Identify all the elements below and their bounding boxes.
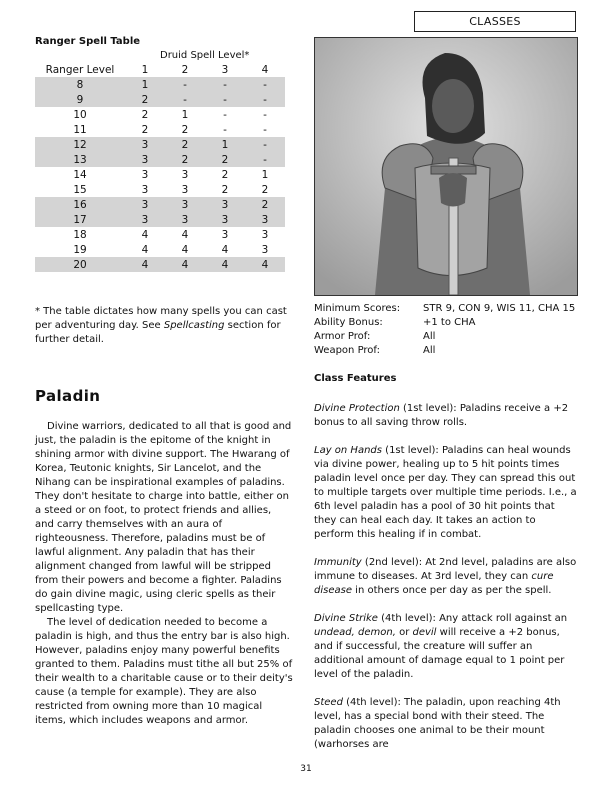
table-cell: 10 [73,108,87,121]
column-header: 1 [141,64,149,76]
table-cell: 2 [245,197,285,212]
table-cell: 3 [261,228,269,241]
stat-label: Minimum Scores: [314,303,401,314]
table-header-row [35,63,285,77]
table-cell: - [165,92,205,107]
column-header: Ranger Level [45,64,115,76]
stat-label: Weapon Prof: [314,345,380,356]
table-cell: 2 [141,108,149,121]
table-cell: 2 [221,168,229,181]
spellcasting-reference: Spellcasting [163,320,225,331]
column-header: 2 [181,64,189,76]
section-heading: Paladin [35,387,101,405]
table-row [35,212,285,227]
paladin-description [35,420,293,728]
stat-label: Armor Prof: [314,331,371,342]
table-cell: 4 [181,243,189,256]
table-cell: 1 [261,168,269,181]
paladin-illustration [314,37,578,296]
table-row [35,257,285,272]
section-header [414,11,576,32]
feature-immunity: Immunity (2nd level): At 2nd level, paladins are also immune to diseases. At 3rd level, they can cure disease in others once per day as per the spell. [314,557,577,596]
class-stats [314,302,584,358]
table-note: * The table dictates how many spells you can cast per adventuring day. See Spellcasting section for further detail. [35,306,287,345]
table-cell: 1 [205,137,245,152]
section-title: CLASSES [469,15,521,28]
table-cell: 3 [125,152,165,167]
table-cell: 15 [73,183,87,196]
feature-divine-strike: Divine Strike (4th level): Any attack roll against an undead, demon, or devil will receive a +2 bonus, and if successful, the creature will suffer an additional amount of damage equal to 1 point per level of the paladin. [314,613,568,680]
table-cell: 4 [245,257,285,272]
table-cell: 8 [35,77,125,92]
table-row [35,167,285,182]
table-cell: - [205,92,245,107]
table-cell: 3 [181,168,189,181]
table-cell: 13 [35,152,125,167]
table-cell: 3 [125,197,165,212]
paragraph: The level of dedication needed to become a paladin is high, and thus the entry bar is also high. However, paladins enjoy many powerful benefits granted to them. Paladins must tithe all but 25% of their wealth to a charitable cause or to their deity's cause (a temple for example). They are also restricted from owning more than 10 magical items, which includes weapons and armor. [35,617,293,726]
table-cell: - [245,77,285,92]
table-cell: 4 [141,228,149,241]
table-cell: 3 [141,168,149,181]
table-row [35,152,285,167]
table-row [35,242,285,257]
table-cell: 2 [141,123,149,136]
class-features-heading: Class Features [314,373,397,384]
table-cell: 18 [73,228,87,241]
stat-row [314,316,584,330]
stat-label: Ability Bonus: [314,317,383,328]
table-cell: 3 [221,228,229,241]
ranger-spell-table [35,63,285,272]
table-cell: - [245,137,285,152]
table-cell: 4 [141,243,149,256]
stat-value: STR 9, CON 9, WIS 11, CHA 15 [423,303,576,314]
column-header: 4 [261,64,269,76]
paragraph: Divine warriors, dedicated to all that is good and just, the paladin is the epitome of the knight in shining armor with divine support. The Hwarang of Korea, Teutonic knights, Sir Lancelot, and the Nihang can be inspirational examples of paladins. They don't hesitate to charge into battle, either on a steed or on foot, to protect friends and allies, and carry themselves with an aura of righteousness. Therefore, paladins must be of lawful alignment. Any paladin that has their alignment changed from lawful will be stripped from their powers and become a fighter. Paladins do gain divine magic, using cleric spells as their spellcasting type. [35,421,292,614]
table-cell: 3 [245,212,285,227]
class-features [314,402,578,766]
stat-value: All [423,331,436,342]
table-row [35,182,285,197]
table-cell: 20 [35,257,125,272]
page-number: 31 [300,764,312,774]
table-cell: 2 [205,152,245,167]
table-cell: 4 [165,257,205,272]
table-cell: 2 [221,183,229,196]
table-cell: - [245,152,285,167]
table-cell: 2 [181,123,189,136]
table-cell: 3 [165,197,205,212]
table-cell: - [263,123,267,136]
table-row [35,77,285,92]
table-cell: - [223,123,227,136]
table-cell: - [245,92,285,107]
table-cell: 2 [165,152,205,167]
stat-row [314,344,584,358]
table-cell: 3 [141,183,149,196]
table-cell: 19 [73,243,87,256]
table-row [35,137,285,152]
table-cell: - [165,77,205,92]
feature-steed: Steed (4th level): The paladin, upon reaching 4th level, has a special bond with their steed. The paladin chooses one animal to be their mount (warhorses are [314,697,561,750]
table-row [35,122,285,137]
table-cell: 4 [205,257,245,272]
table-cell: 3 [181,183,189,196]
table-cell: - [205,77,245,92]
feature-lay-on-hands: Lay on Hands (1st level): Paladins can heal wounds via divine power, healing up to 5 hit points times paladin level once per day. They can spread this out to multiple targets over multiple time periods. I.e., a 6th level paladin has a pool of 30 hit points that they can heal each day. It takes an action to perform this healing if in combat. [314,445,577,540]
stat-row [314,330,584,344]
stat-row [314,302,584,316]
table-group-header: Druid Spell Level* [160,50,250,61]
table-cell: 3 [261,243,269,256]
table-cell: 12 [35,137,125,152]
table-cell: 3 [205,212,245,227]
table-cell: 4 [125,257,165,272]
table-cell: 3 [205,197,245,212]
table-cell: 1 [181,108,189,121]
paladin-portrait-image [315,38,577,295]
table-cell: 3 [125,137,165,152]
table-cell: 2 [125,92,165,107]
table-cell: 3 [165,212,205,227]
feature-divine-protection: Divine Protection (1st level): Paladins receive a +2 bonus to all saving throw rolls. [314,403,569,428]
table-cell: - [263,108,267,121]
table-cell: 9 [35,92,125,107]
table-cell: 1 [125,77,165,92]
stat-value: All [423,345,436,356]
table-cell: 2 [165,137,205,152]
table-cell: 14 [73,168,87,181]
table-cell: 16 [35,197,125,212]
table-row [35,227,285,242]
table-cell: - [223,108,227,121]
table-row [35,92,285,107]
table-title: Ranger Spell Table [35,36,141,47]
table-cell: 11 [73,123,87,136]
table-cell: 4 [221,243,229,256]
table-cell: 17 [35,212,125,227]
table-row [35,107,285,122]
table-cell: 3 [125,212,165,227]
table-cell: 4 [181,228,189,241]
table-row [35,197,285,212]
column-header: 3 [221,64,229,76]
table-cell: 2 [261,183,269,196]
stat-value: +1 to CHA [423,317,476,328]
